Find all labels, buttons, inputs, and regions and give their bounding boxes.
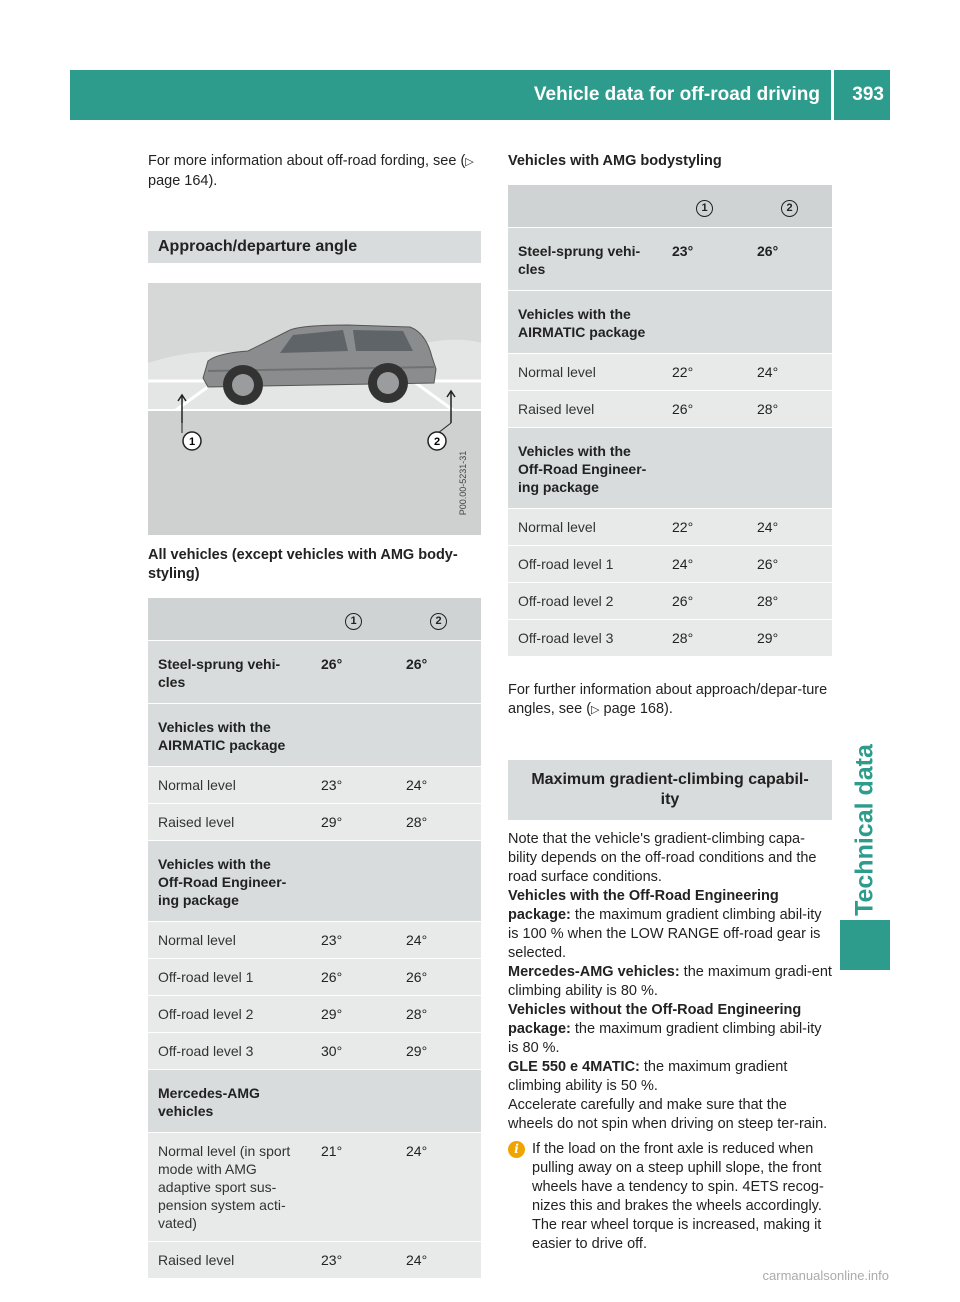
angle-value: 24° <box>747 509 832 546</box>
table-row <box>508 354 832 391</box>
angle-value: 29° <box>311 996 396 1033</box>
row-label: Off-road level 2 <box>508 583 662 620</box>
header-separator <box>831 70 834 120</box>
angle-value <box>747 428 832 509</box>
row-label: Mercedes-AMG vehicles <box>148 1070 311 1133</box>
right-column <box>508 152 832 1254</box>
column-marker-1-icon: 1 <box>345 613 362 630</box>
marker-1-label: 1 <box>188 436 196 448</box>
side-tab-label: Technical data <box>850 744 879 916</box>
amg-paragraph: Mercedes-AMG vehicles: the maximum gradi-ent climbing ability is 80 %. <box>508 964 832 999</box>
table-group-row <box>148 1070 481 1133</box>
row-label: Vehicles with the AIRMATIC package <box>508 291 662 354</box>
left-column <box>148 152 481 1279</box>
column-marker-1-icon: 1 <box>696 200 713 217</box>
angle-value <box>396 1070 481 1133</box>
angle-value <box>311 1070 396 1133</box>
table-group-row <box>508 228 832 291</box>
left-angle-table <box>148 598 481 1279</box>
gle-paragraph: GLE 550 e 4MATIC: the maximum gradient climbing ability is 50 %. <box>508 1059 788 1094</box>
angle-value: 26° <box>396 959 481 996</box>
note-paragraph: Note that the vehicle's gradient-climbing capa-bility depends on the off-road conditions and the road surface conditions. <box>508 831 817 885</box>
angle-value: 23° <box>311 767 396 804</box>
table-group-row <box>148 841 481 922</box>
header-title: Vehicle data for off-road driving <box>533 84 820 105</box>
watermark: carmanualsonline.info <box>762 1268 889 1283</box>
table-row <box>508 509 832 546</box>
angle-value: 26° <box>747 546 832 583</box>
row-label: Off-road level 3 <box>508 620 662 657</box>
page-ref-link[interactable]: page 164). <box>148 173 218 189</box>
row-label: Raised level <box>148 804 311 841</box>
right-table-caption: Vehicles with AMG bodystyling <box>508 153 722 169</box>
row-label: Steel-sprung vehi- cles <box>148 641 311 704</box>
angle-value: 28° <box>747 583 832 620</box>
row-label: Raised level <box>508 391 662 428</box>
angle-value: 23° <box>662 228 747 291</box>
angle-value: 24° <box>396 767 481 804</box>
row-label: Normal level <box>508 509 662 546</box>
table-row <box>148 1242 481 1279</box>
angle-value: 29° <box>396 1033 481 1070</box>
column-marker-2-icon: 2 <box>781 200 798 217</box>
page-ref-link[interactable]: page 168). <box>599 701 673 717</box>
table-header-row <box>148 598 481 641</box>
angle-value <box>396 704 481 767</box>
table-group-row <box>148 641 481 704</box>
page-ref-arrow-icon: ▷ <box>465 156 474 168</box>
angle-value: 21° <box>311 1133 396 1242</box>
info-note <box>508 1140 832 1254</box>
table-row <box>508 620 832 657</box>
further-info-paragraph: For further information about approach/depar-ture angles, see (▷ page 168). <box>508 682 828 717</box>
offroad-package-paragraph: Vehicles with the Off-Road Engineering package: the maximum gradient climbing abil-ity is 100 % when the LOW RANGE off-road gear is selected. <box>508 888 822 961</box>
table-group-row <box>148 704 481 767</box>
row-label: Normal level <box>148 767 311 804</box>
vehicle-figure <box>148 283 481 535</box>
angle-value: 22° <box>662 509 747 546</box>
vehicle-illustration <box>148 283 481 535</box>
angle-value: 26° <box>311 641 396 704</box>
angle-value <box>662 428 747 509</box>
table-row <box>148 996 481 1033</box>
angle-value: 24° <box>396 922 481 959</box>
table-row <box>148 922 481 959</box>
info-text: If the load on the front axle is reduced when pulling away on a steep uphill slope, the front wheels have a tendency to spin. 4ETS recog-nizes this and brakes the wheels accordingly. The rear wheel torque is increased, making it easier to drive off. <box>532 1141 824 1252</box>
row-label: Off-road level 1 <box>148 959 311 996</box>
marker-2-label: 2 <box>433 436 441 448</box>
table-row <box>148 804 481 841</box>
angle-value: 24° <box>396 1242 481 1279</box>
column-marker-2-icon: 2 <box>430 613 447 630</box>
table-row <box>148 767 481 804</box>
table-row <box>508 391 832 428</box>
table-row <box>508 583 832 620</box>
left-table-caption: All vehicles (except vehicles with AMG body-styling) <box>148 547 458 582</box>
row-label: Vehicles with the AIRMATIC package <box>148 704 311 767</box>
side-tab-marker <box>840 920 890 970</box>
table-row <box>148 1133 481 1242</box>
table-row <box>148 959 481 996</box>
row-label: Off-road level 1 <box>508 546 662 583</box>
page-ref-arrow-icon: ▷ <box>591 704 600 716</box>
angle-value: 24° <box>662 546 747 583</box>
angle-value: 26° <box>662 391 747 428</box>
angle-value: 30° <box>311 1033 396 1070</box>
angle-value <box>747 291 832 354</box>
figure-code: P00.00-5231-31 <box>458 450 468 516</box>
section-title-approach: Approach/departure angle <box>148 231 481 263</box>
row-label: Steel-sprung vehi- cles <box>508 228 662 291</box>
angle-value: 24° <box>747 354 832 391</box>
table-row <box>508 546 832 583</box>
angle-value <box>311 841 396 922</box>
row-label: Off-road level 2 <box>148 996 311 1033</box>
row-label: Raised level <box>148 1242 311 1279</box>
angle-value <box>396 841 481 922</box>
row-label: Vehicles with the Off-Road Engineer- ing package <box>148 841 311 922</box>
angle-value: 26° <box>396 641 481 704</box>
angle-value: 28° <box>747 391 832 428</box>
info-icon: i <box>508 1141 525 1158</box>
angle-value: 26° <box>747 228 832 291</box>
angle-value <box>311 704 396 767</box>
table-header-row <box>508 185 832 228</box>
intro-paragraph: For more information about off-road fording, see (▷ page 164). <box>148 153 474 189</box>
angle-value: 24° <box>396 1133 481 1242</box>
angle-value: 29° <box>311 804 396 841</box>
table-group-row <box>508 428 832 509</box>
row-label: Normal level <box>148 922 311 959</box>
angle-value: 26° <box>662 583 747 620</box>
angle-value: 28° <box>396 996 481 1033</box>
section-title-gradient: Maximum gradient-climbing capabil-ity <box>508 760 832 820</box>
angle-value: 23° <box>311 1242 396 1279</box>
angle-value: 22° <box>662 354 747 391</box>
angle-value: 23° <box>311 922 396 959</box>
angle-value: 29° <box>747 620 832 657</box>
angle-value: 28° <box>662 620 747 657</box>
without-package-paragraph: Vehicles without the Off-Road Engineering package: the maximum gradient climbing abil-ity is 80 %. <box>508 1002 822 1056</box>
row-label: Vehicles with the Off-Road Engineer- ing package <box>508 428 662 509</box>
right-angle-table <box>508 185 832 657</box>
row-label: Off-road level 3 <box>148 1033 311 1070</box>
angle-value: 26° <box>311 959 396 996</box>
row-label: Normal level (in sport mode with AMG adaptive sport sus- pension system acti- vated) <box>148 1133 311 1242</box>
page-number: 393 <box>852 84 884 105</box>
table-row <box>148 1033 481 1070</box>
accelerate-paragraph: Accelerate carefully and make sure that the wheels do not spin when driving on steep ter-rain. <box>508 1097 828 1132</box>
angle-value: 28° <box>396 804 481 841</box>
page-header <box>70 70 890 120</box>
row-label: Normal level <box>508 354 662 391</box>
table-group-row <box>508 291 832 354</box>
angle-value <box>662 291 747 354</box>
